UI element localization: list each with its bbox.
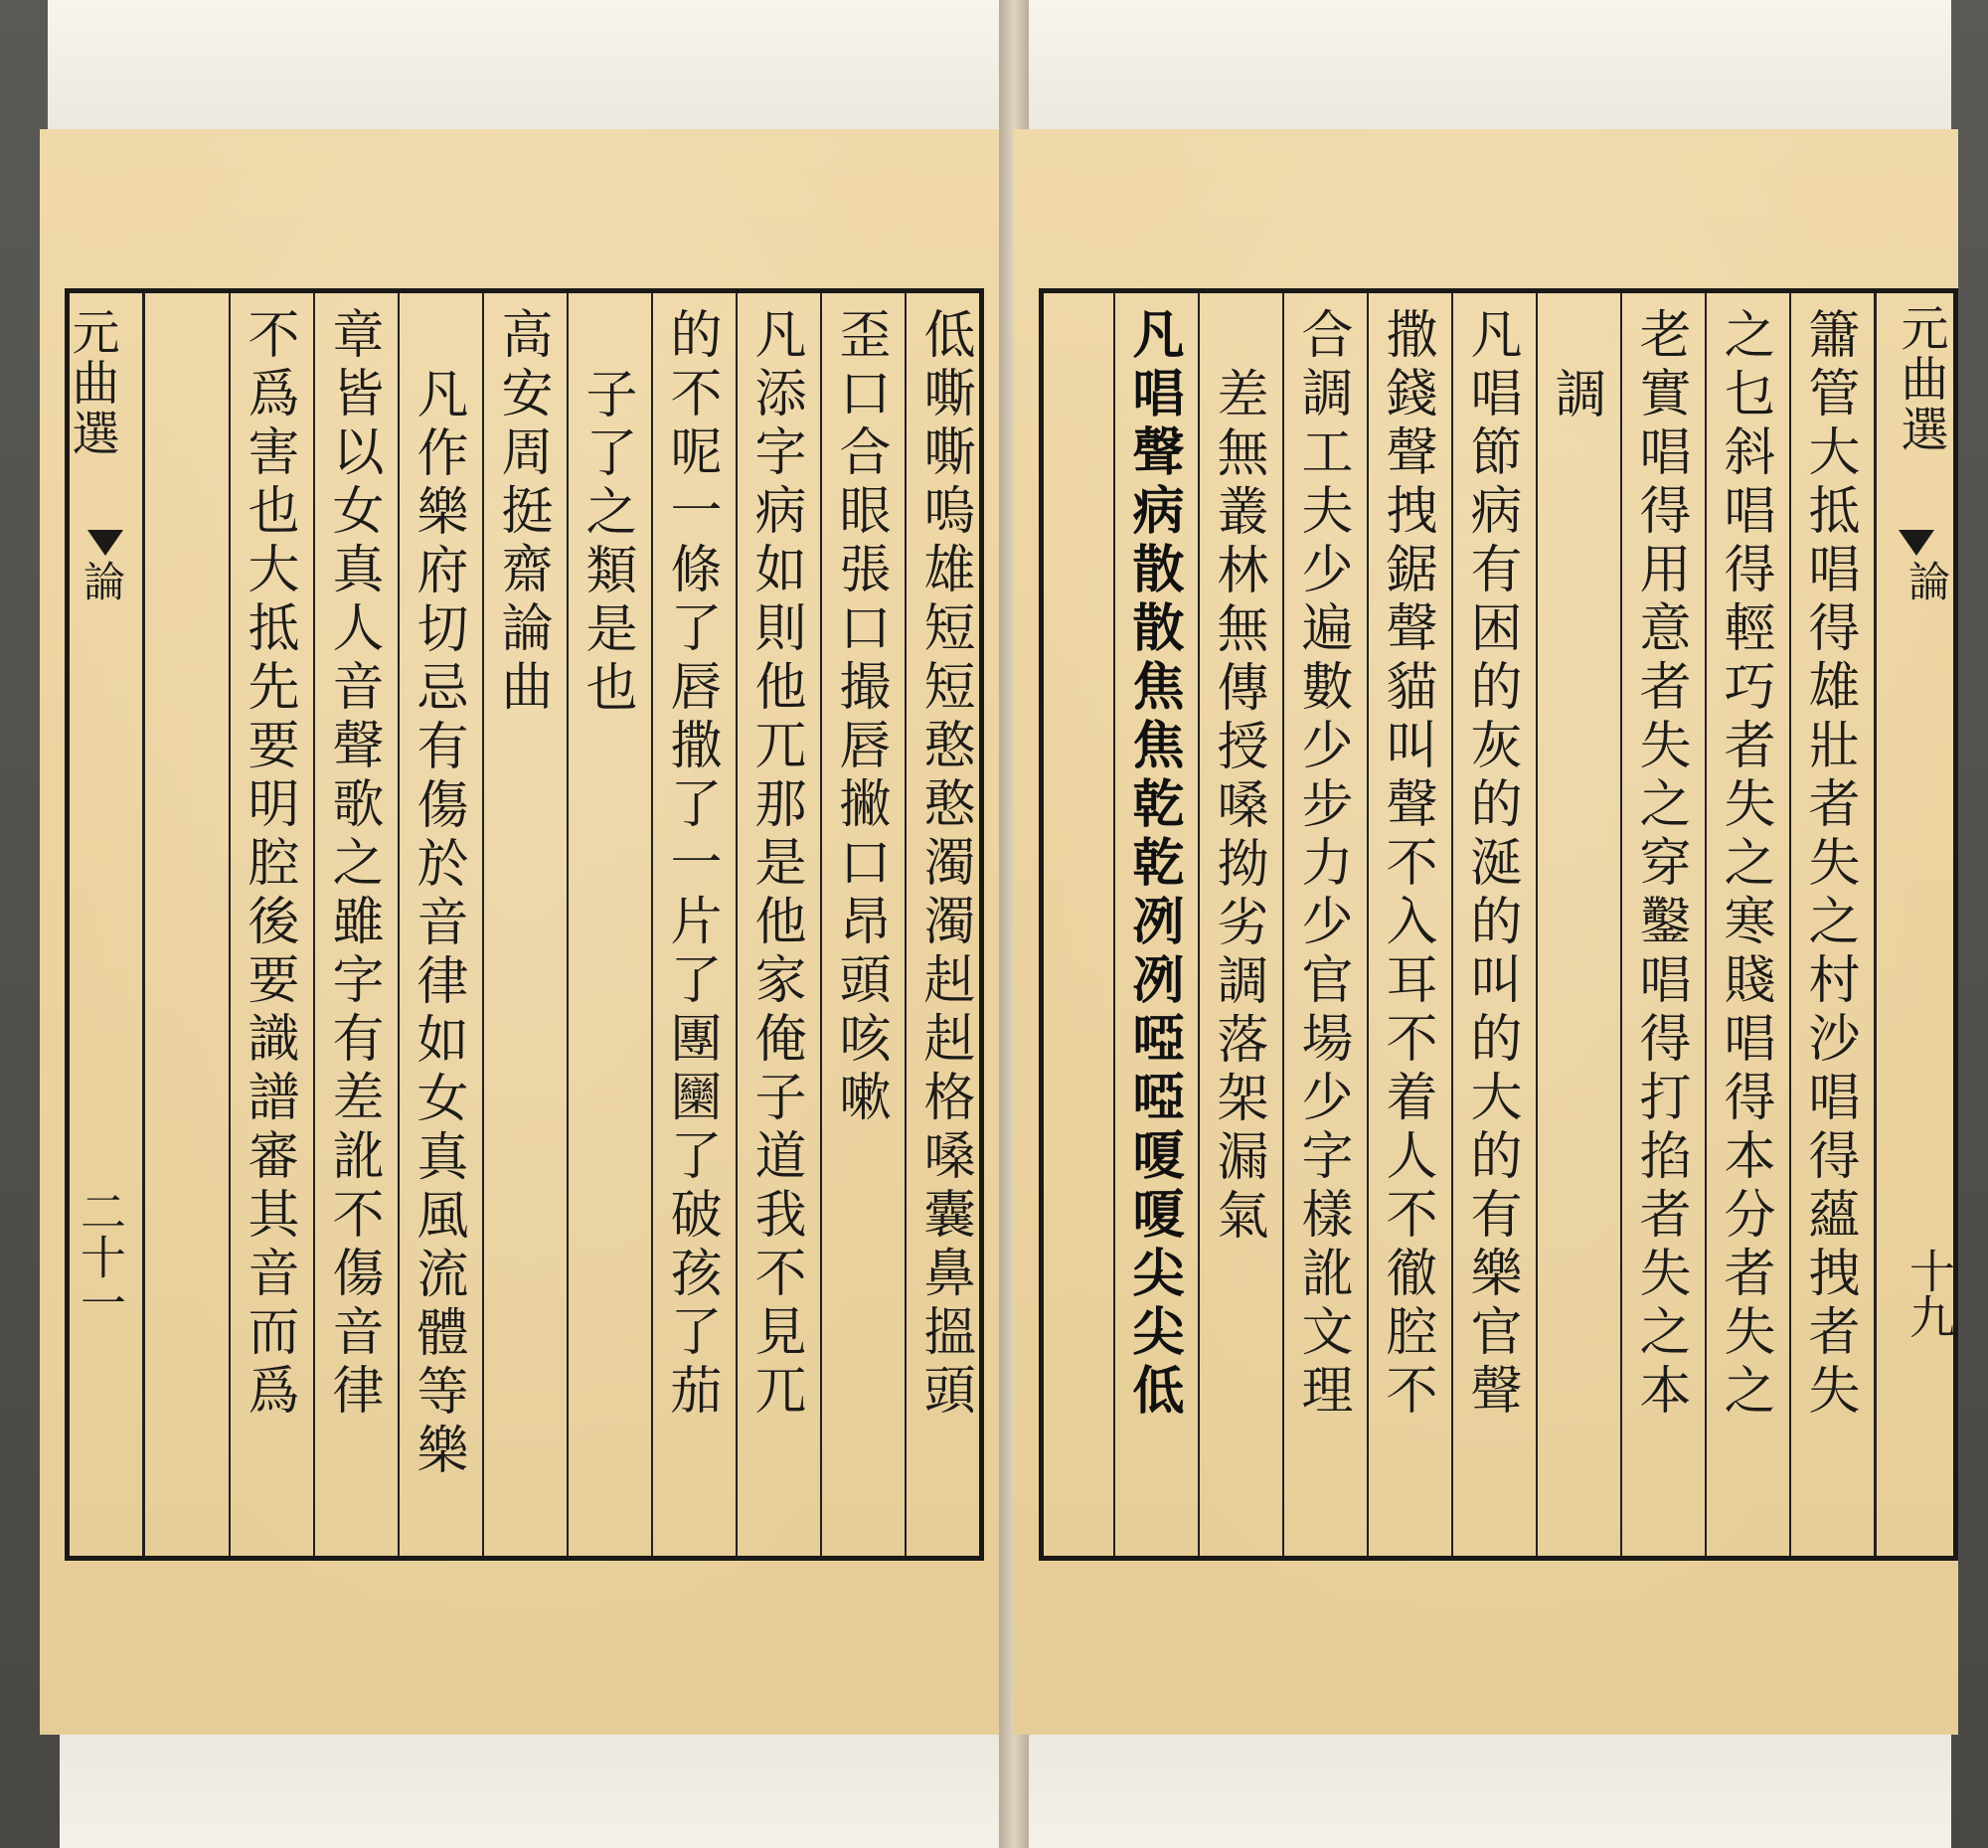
right-text-column-6: 撒錢聲拽鋸聲貓叫聲不入耳不着人不徹腔不 <box>1377 307 1436 1422</box>
right-page <box>1014 129 1958 1735</box>
left-column-rule <box>313 293 315 1556</box>
left-fish-tail-icon <box>87 530 123 556</box>
right-text-column-7: 合調工夫少遍數少步力少官場少字樣訛文理 <box>1292 307 1352 1422</box>
left-text-column-7: 凡作樂府切忌有傷於音律如女真風流體等樂 <box>408 367 467 1481</box>
left-column-rule <box>229 293 231 1556</box>
left-column-rule <box>398 293 400 1556</box>
left-page <box>40 129 1009 1735</box>
left-text-column-3: 凡添字病如則他兀那是他家俺子道我不見兀 <box>746 307 805 1422</box>
left-column-rule <box>651 293 653 1556</box>
right-column-rule <box>1113 293 1115 1556</box>
right-column-rule <box>1451 293 1453 1556</box>
right-column-rule <box>1536 293 1538 1556</box>
left-text-column-5: 子了之類是也 <box>577 367 636 719</box>
left-column-rule <box>142 293 145 1556</box>
right-margin-title: 元曲選 <box>1893 303 1948 455</box>
left-text-column-4: 的不呢一條了唇撒了一片了團圞了破孩了茄 <box>661 307 721 1422</box>
page-edge-top-right <box>1012 0 1951 134</box>
left-column-rule <box>567 293 569 1556</box>
right-column-rule <box>1282 293 1284 1556</box>
right-fish-tail-icon <box>1899 530 1934 556</box>
right-text-column-8: 差無叢林無傳授嗓拗劣調落架漏氣 <box>1208 367 1267 1247</box>
right-column-rule <box>1705 293 1707 1556</box>
right-column-rule <box>1789 293 1791 1556</box>
left-text-column-1: 低嘶嘶嗚雄短短憨憨濁濁赳赳格嗓囊鼻搵頭 <box>914 307 974 1422</box>
left-folio: 二十一 <box>74 1188 127 1325</box>
left-margin-title: 元曲選 <box>64 307 119 459</box>
right-text-column-4: 調 <box>1546 367 1605 425</box>
left-column-rule <box>482 293 484 1556</box>
right-text-column-1: 簫管大抵唱得雄壯者失之村沙唱得蘊拽者失 <box>1799 307 1859 1422</box>
right-text-column-5: 凡唱節病有困的灰的涎的叫的大的有樂官聲 <box>1461 307 1521 1422</box>
right-column-rule <box>1198 293 1200 1556</box>
left-text-column-2: 歪口合眼張口撮唇撇口昂頭咳嗽 <box>830 307 890 1128</box>
page-edge-bottom-left <box>60 1730 1002 1848</box>
right-column-rule <box>1367 293 1369 1556</box>
right-column-rule <box>1620 293 1622 1556</box>
right-page-frame <box>1039 288 1958 1561</box>
left-column-rule <box>736 293 738 1556</box>
left-text-column-8: 章皆以女真人音聲歌之雖字有差訛不傷音律 <box>323 307 383 1422</box>
right-text-column-3: 老實唱得用意者失之穿鑿唱得打掐者失之本 <box>1630 307 1690 1422</box>
left-column-rule <box>820 293 822 1556</box>
page-edge-top-left <box>48 0 1002 134</box>
page-edge-bottom-right <box>1012 1730 1951 1848</box>
left-page-frame <box>65 288 984 1561</box>
right-text-column-2: 之乜斜唱得輕巧者失之寒賤唱得本分者失之 <box>1715 307 1774 1422</box>
right-margin-section: 論 <box>1903 560 1951 604</box>
right-text-column-9: 凡唱聲病散散焦焦乾乾冽冽啞啞嗄嗄尖尖低 <box>1123 307 1184 1422</box>
left-text-column-6: 高安周挺齋論曲 <box>492 307 552 718</box>
right-folio: 十九 <box>1903 1248 1956 1339</box>
left-margin-section: 論 <box>78 560 126 604</box>
right-column-rule <box>1874 293 1877 1556</box>
left-column-rule <box>905 293 907 1556</box>
left-text-column-9: 不爲害也大抵先要明腔後要識譜審其音而爲 <box>239 307 298 1422</box>
